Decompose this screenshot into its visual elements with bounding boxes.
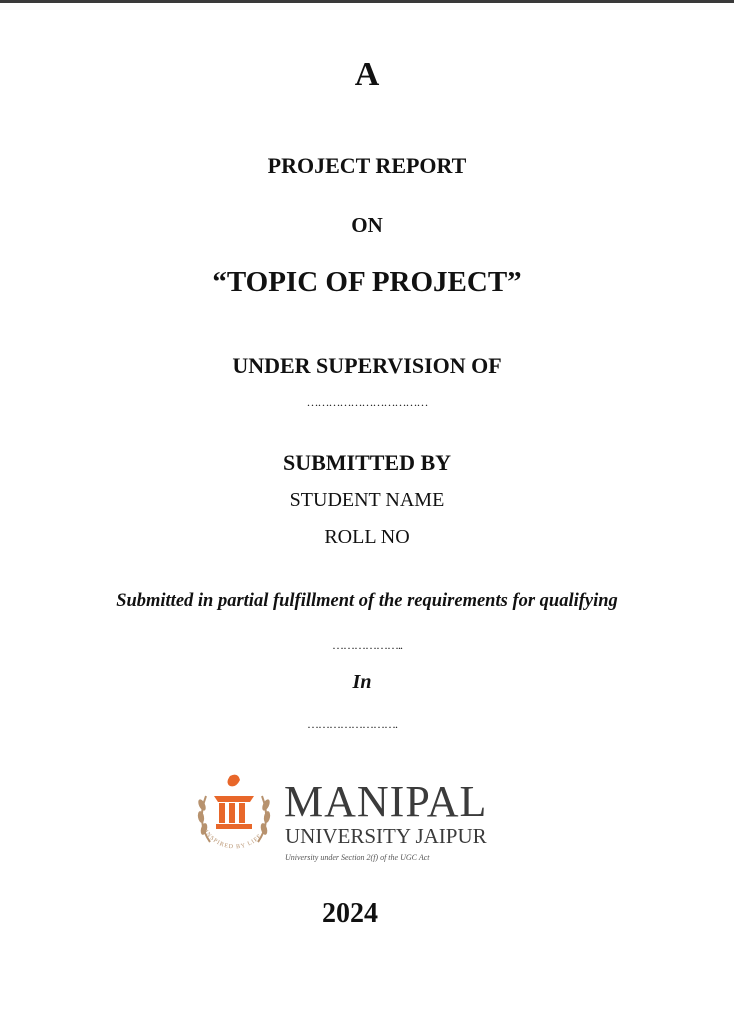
page-top-border bbox=[0, 0, 734, 3]
department-blank: ……………………. bbox=[307, 717, 397, 731]
manipal-university-logo bbox=[192, 770, 532, 870]
manipal-emblem-icon bbox=[192, 770, 532, 870]
in-label: In bbox=[352, 671, 372, 693]
supervisor-blank: …………………………… bbox=[306, 395, 428, 409]
emblem-motto: INSPIRED BY LIFE bbox=[202, 829, 264, 851]
project-topic: “TOPIC OF PROJECT” bbox=[212, 266, 522, 298]
report-year: 2024 bbox=[322, 898, 378, 929]
university-name: MANIPAL bbox=[284, 777, 488, 826]
report-type: PROJECT REPORT bbox=[267, 153, 467, 178]
university-subtitle: UNIVERSITY JAIPUR bbox=[285, 824, 487, 848]
on-label: ON bbox=[351, 213, 383, 237]
title-letter: A bbox=[354, 56, 380, 93]
submitted-by-heading: SUBMITTED BY bbox=[282, 450, 452, 475]
student-name: STUDENT NAME bbox=[289, 489, 445, 511]
fulfillment-statement: Submitted in partial fulfillment of the requirements for qualifying bbox=[116, 591, 618, 611]
university-tagline: University under Section 2(f) of the UGC Act bbox=[285, 853, 430, 862]
roll-number: ROLL NO bbox=[324, 526, 410, 548]
svg-text:INSPIRED BY LIFE bbox=[203, 829, 264, 850]
supervision-heading: UNDER SUPERVISION OF bbox=[232, 353, 502, 378]
degree-blank: ……………….. bbox=[332, 638, 402, 652]
